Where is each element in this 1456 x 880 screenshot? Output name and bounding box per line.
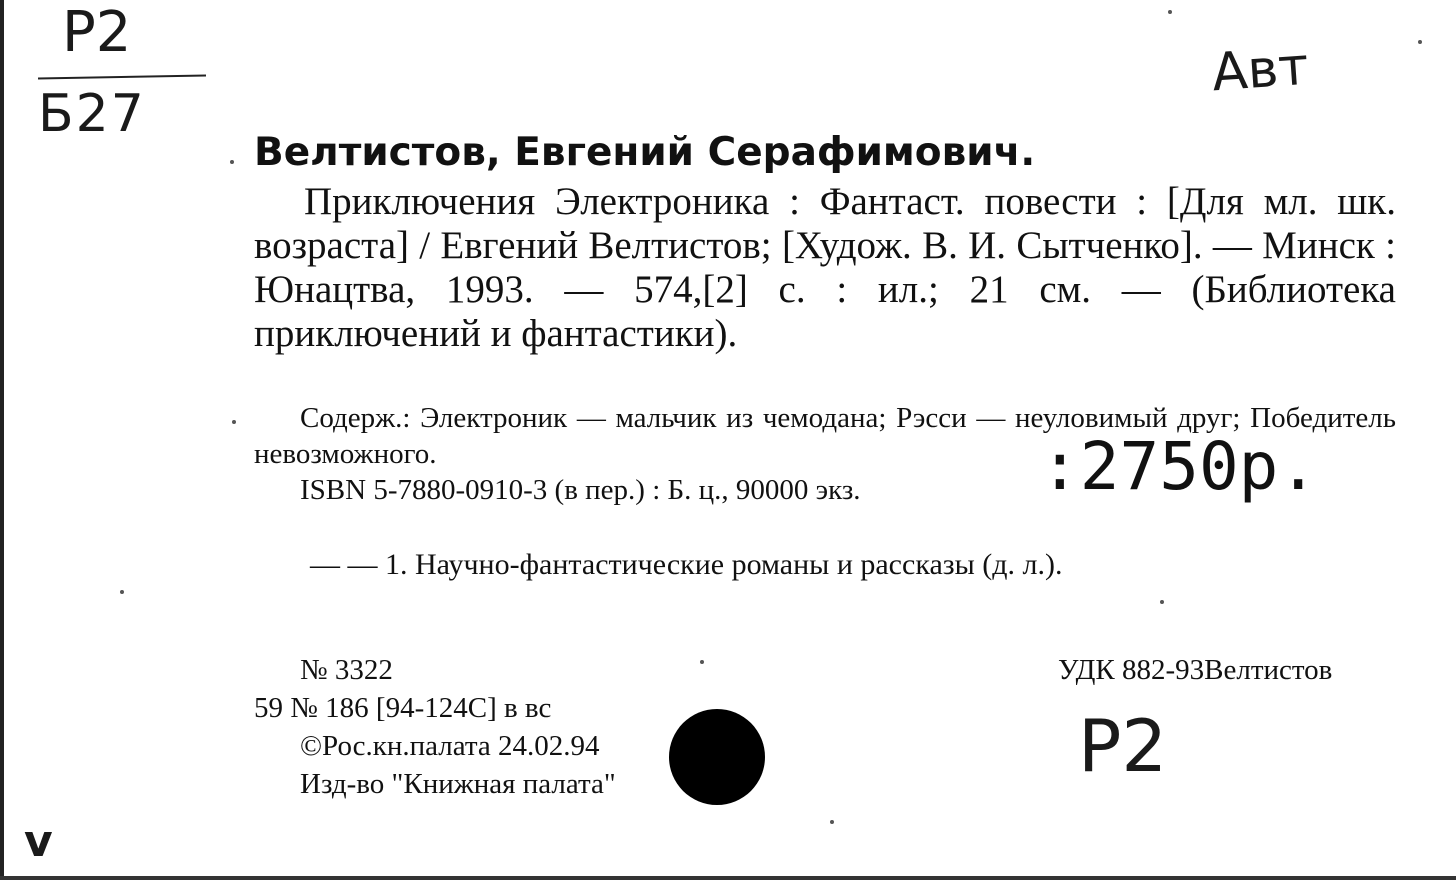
author-mark: Авт [1210, 36, 1311, 104]
bibliographic-description: Приключения Электроника : Фантаст. повести : [Для мл. шк. возраста] / Евгений Велтистов; [Худож. В. И. Сытченко]. — Минск : Юнацтва, 1993. — 574,[2] с. : ил.; 21 см. — (Библиотека приключений и фантастики). [254, 180, 1396, 355]
card-left-edge [0, 0, 4, 880]
speck [1168, 10, 1172, 14]
isbn-line: ISBN 5-7880-0910-3 (в пер.) : Б. ц., 90000 экз. [300, 474, 861, 506]
record-number: № 3322 [300, 654, 393, 686]
speck [1418, 40, 1422, 44]
punch-hole [669, 709, 765, 805]
footer-line-3: ©Рос.кн.палата 24.02.94 [300, 730, 600, 762]
footer-line-4: Изд-во "Книжная палата" [300, 768, 616, 800]
udc-code: УДК 882-93Велтистов [1058, 654, 1333, 686]
speck [232, 420, 236, 424]
contents-note: Содерж.: Электроник — мальчик из чемодана; Рэсси — неуловимый друг; Победитель невозможного. [254, 402, 1396, 470]
price-stamp: :2750р. [1040, 428, 1319, 505]
speck [830, 820, 834, 824]
author-heading: Велтистов, Евгений Серафимович. [254, 130, 1036, 175]
shelf-mark-divider [38, 75, 206, 80]
shelf-mark-bottom: Б27 [38, 84, 146, 144]
speck [1160, 600, 1164, 604]
check-mark: v [24, 816, 53, 867]
handwritten-mark-bottom: Р2 [1078, 704, 1168, 788]
speck [230, 160, 234, 164]
subject-heading: — — 1. Научно-фантастические романы и рассказы (д. л.). [310, 548, 1063, 581]
speck [120, 590, 124, 594]
footer-line-2: 59 № 186 [94-124С] в вс [254, 692, 552, 724]
card-bottom-edge [0, 876, 1456, 880]
speck [700, 660, 704, 664]
shelf-mark-top: Р2 [62, 0, 132, 65]
